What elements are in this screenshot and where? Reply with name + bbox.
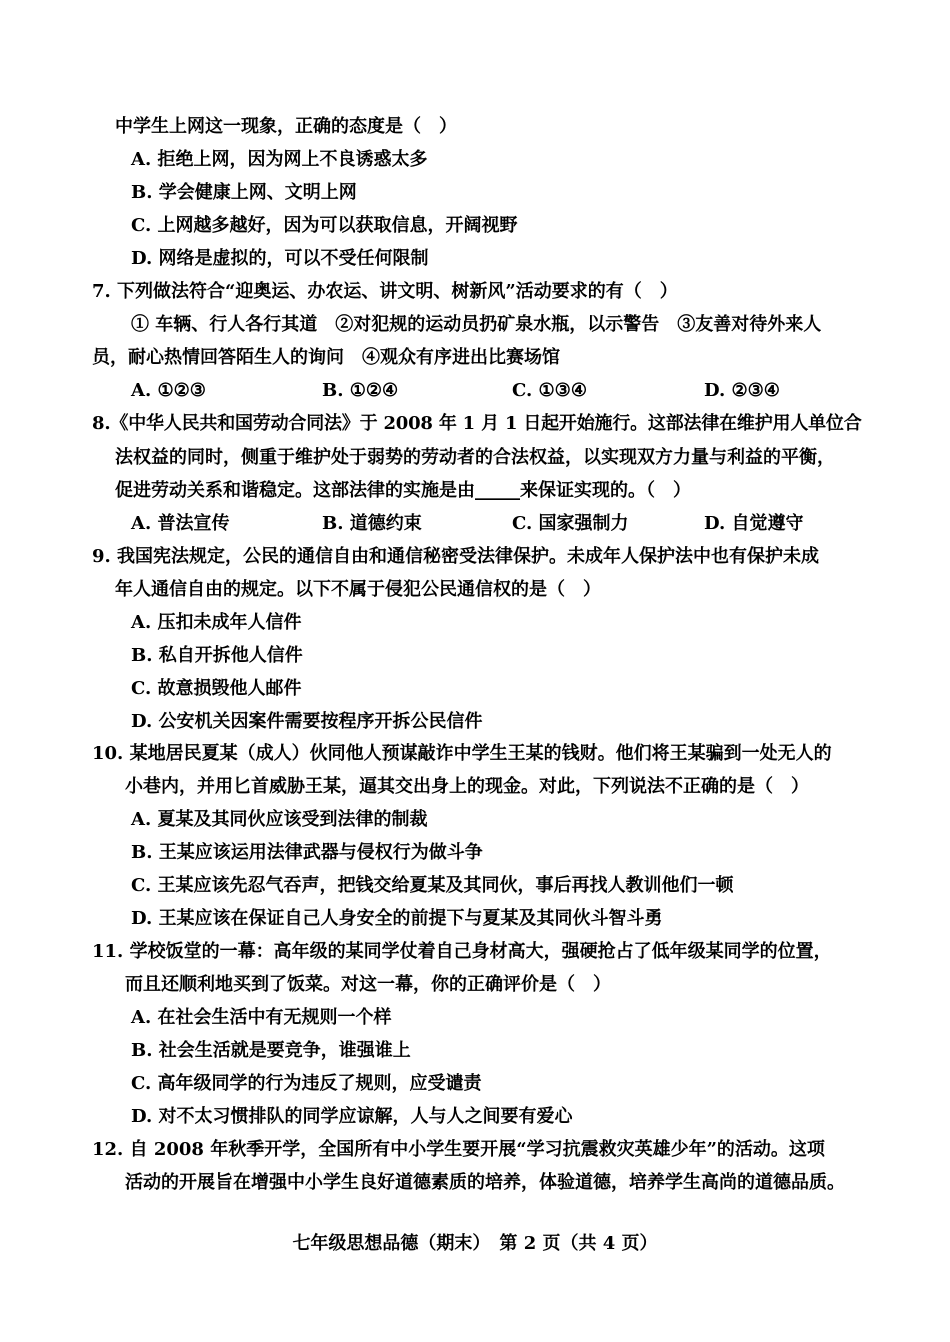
q6-stem-continuation: 中学生上网这一现象，正确的态度是（ ）	[115, 116, 457, 137]
q6-option-b: B. 学会健康上网、文明上网	[131, 182, 357, 203]
q11-option-c: C. 高年级同学的行为违反了规则，应受谴责	[131, 1073, 482, 1094]
q11-stem-line2: 而且还顺利地买到了饭菜。对这一幕，你的正确评价是（ ）	[125, 974, 611, 995]
q6-option-c: C. 上网越多越好，因为可以获取信息，开阔视野	[131, 215, 518, 236]
q10-stem-line1: 10. 某地居民夏某（成人）伙同他人预谋敲诈中学生王某的钱财。他们将王某骗到一处无人的	[92, 743, 832, 764]
q10-stem-line2: 小巷内，并用匕首威胁王某，逼其交出身上的现金。对此，下列说法不正确的是（ ）	[125, 776, 809, 797]
q12-stem-line1: 12. 自 2008 年秋季开学，全国所有中小学生要开展“学习抗震救灾英雄少年”的活动。这项	[92, 1139, 825, 1160]
q7-items-line2: 员，耐心热情回答陌生人的询问 ④观众有序进出比赛场馆	[92, 347, 560, 368]
q7-option-d: D. ②③④	[704, 380, 780, 401]
q6-option-a: A. 拒绝上网，因为网上不良诱惑太多	[131, 149, 428, 170]
q9-stem-line1: 9. 我国宪法规定，公民的通信自由和通信秘密受法律保护。未成年人保护法中也有保护未成	[92, 546, 820, 567]
q8-stem-line2: 法权益的同时，侧重于维护处于弱势的劳动者的合法权益，以实现双方力量与利益的平衡，	[115, 447, 835, 468]
q7-option-a: A. ①②③	[131, 380, 206, 401]
q9-option-d: D. 公安机关因案件需要按程序开拆公民信件	[131, 711, 483, 732]
q9-option-c: C. 故意损毁他人邮件	[131, 678, 302, 699]
q10-option-b: B. 王某应该运用法律武器与侵权行为做斗争	[131, 842, 483, 863]
q7-stem: 7. 下列做法符合“迎奥运、办农运、讲文明、树新风”活动要求的有（ ）	[92, 281, 678, 302]
q11-option-a: A. 在社会生活中有无规则一个样	[131, 1007, 392, 1028]
q10-option-c: C. 王某应该先忍气吞声，把钱交给夏某及其同伙，事后再找人教训他们一顿	[131, 875, 734, 896]
q8-option-c: C. 国家强制力	[512, 513, 629, 534]
page-footer: 七年级思想品德（期末） 第 2 页（共 4 页）	[292, 1233, 658, 1254]
q11-stem-line1: 11. 学校饭堂的一幕：高年级的某同学仗着自己身材高大，强硬抢占了低年级某同学的位置，	[92, 941, 832, 962]
q7-option-c: C. ①③④	[512, 380, 587, 401]
q9-option-b: B. 私自开拆他人信件	[131, 645, 303, 666]
q10-option-a: A. 夏某及其同伙应该受到法律的制裁	[131, 809, 428, 830]
q7-items-line1: ① 车辆、行人各行其道 ②对犯规的运动员扔矿泉水瓶，以示警告 ③友善对待外来人	[131, 314, 822, 335]
q11-option-d: D. 对不太习惯排队的同学应谅解，人与人之间要有爱心	[131, 1106, 573, 1127]
q10-option-d: D. 王某应该在保证自己人身安全的前提下与夏某及其同伙斗智斗勇	[131, 908, 663, 929]
q7-option-b: B. ①②④	[322, 380, 399, 401]
q9-stem-line2: 年人通信自由的规定。以下不属于侵犯公民通信权的是（ ）	[115, 579, 601, 600]
q8-option-a: A. 普法宣传	[131, 513, 230, 534]
q8-option-b: B. 道德约束	[322, 513, 422, 534]
q6-option-d: D. 网络是虚拟的，可以不受任何限制	[131, 248, 429, 269]
q9-option-a: A. 压扣未成年人信件	[131, 612, 302, 633]
q8-option-d: D. 自觉遵守	[704, 513, 804, 534]
q8-stem-line1: 8.《中华人民共和国劳动合同法》于 2008 年 1 月 1 日起开始施行。这部法律在维护用人单位合	[92, 413, 862, 434]
q8-stem-line3: 促进劳动关系和谐稳定。这部法律的实施是由_____来保证实现的。（ ）	[115, 480, 691, 501]
q12-stem-line2: 活动的开展旨在增强中小学生良好道德素质的培养，体验道德，培养学生高尚的道德品质。	[125, 1172, 845, 1193]
q11-option-b: B. 社会生活就是要竞争，谁强谁上	[131, 1040, 411, 1061]
